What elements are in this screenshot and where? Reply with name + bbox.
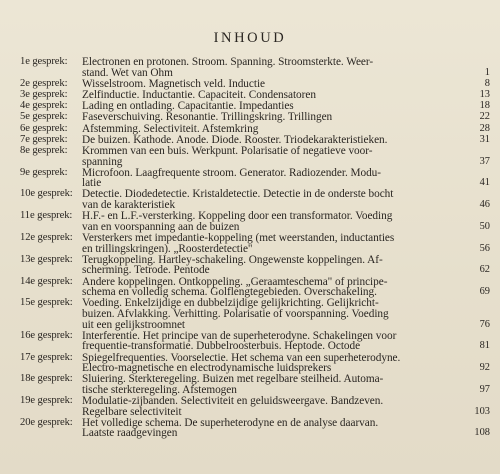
- toc-entry-label: 3e gesprek:: [20, 88, 68, 100]
- toc-entry-text: Electronen en protonen. Stroom. Spanning. Stroomsterkte. Weer- stand. Wet van Ohm: [82, 56, 374, 79]
- toc-entry-label: 19e gesprek:: [20, 395, 73, 407]
- toc-entry-label: 9e gesprek:: [20, 166, 68, 178]
- toc-entry-text: Faseverschuiving. Resonantie. Trillingskring. Trillingen: [82, 111, 333, 124]
- toc-entry-text: Modulatie-zijbanden. Selectiviteit en geluidsweergave. Bandzeven. Regelbare selectiviteit: [82, 395, 384, 418]
- toc-entry-label: 8e gesprek:: [20, 144, 68, 156]
- toc-entry-page-number: 50: [479, 220, 490, 232]
- toc-entry-2: [20, 79, 490, 90]
- toc-entry-page-number: 8: [484, 77, 490, 89]
- toc-entry-text: Andere koppelingen. Ontkoppeling. „Geraamteschema" of principe- schema en volledig schema. Golflengtegebieden. Overschakeling.: [82, 275, 388, 299]
- toc-entry-label: 1e gesprek:: [20, 56, 68, 67]
- toc-entry-19: [20, 396, 490, 417]
- toc-entry-text: Sluiering. Sterkteregeling. Buizen met regelbare steilheid. Automa- tische sterkteregeling. Afstemogen: [82, 373, 384, 396]
- toc-entry-label: 14e gesprek:: [20, 275, 73, 287]
- toc-entry-text: H.F.- en L.F.-versterking. Koppeling door een transformator. Voeding van en voorspanning aan de buizen: [82, 210, 393, 233]
- toc-entry-11: [20, 211, 490, 232]
- toc-entry-1: [20, 57, 490, 78]
- toc-entry-text: Het volledige schema. De superheterodyne en de analyse daarvan. Laatste raadgevingen: [82, 416, 379, 440]
- toc-entry-page-number: 1: [484, 66, 490, 78]
- toc-entry-text: Krommen van een buis. Werkpunt. Polarisatie of negatieve voor- spanning: [82, 144, 373, 168]
- toc-entry-page-number: 69: [479, 286, 490, 298]
- toc-entry-18: [20, 374, 490, 395]
- toc-entry-page-number: 76: [479, 318, 490, 330]
- toc-entry-15: [20, 298, 490, 330]
- toc-entry-text: Detectie. Diodedetectie. Kristaldetectie. Detectie in de onderste bocht van de karakteristiek: [82, 188, 394, 212]
- toc-entry-page-number: 46: [479, 199, 490, 211]
- toc-entry-text: Zelfinductie. Inductantie. Capaciteit. Condensatoren: [82, 88, 316, 101]
- toc-entry-page-number: 22: [479, 111, 490, 123]
- toc-entry-text: Interferentie. Het principe van de superheterodyne. Schakelingen voor frequentie-transformatie. Dubbelroosterbuis. Heptode. Octode: [82, 329, 397, 353]
- toc-entry-20: [20, 418, 490, 439]
- toc-entry-label: 6e gesprek:: [20, 122, 68, 134]
- toc-entry-text: Versterkers met impedantie-koppeling (met weerstanden, inductanties en trillingskringen). „Roosterdetectie": [82, 232, 395, 255]
- toc-entry-label: 10e gesprek:: [20, 188, 73, 200]
- table-of-contents: [20, 57, 490, 440]
- toc-entry-page-number: 13: [479, 88, 490, 100]
- toc-entry-17: [20, 353, 490, 374]
- toc-entry-label: 16e gesprek:: [20, 329, 73, 341]
- toc-entry-9: [20, 168, 490, 189]
- toc-entry-label: 15e gesprek:: [20, 297, 73, 309]
- toc-entry-7: [20, 135, 490, 146]
- toc-entry-label: 12e gesprek:: [20, 232, 73, 244]
- toc-entry-text: Terugkoppeling. Hartley-schakeling. Ongewenste koppelingen. Af- scherming. Tetrode. Pentode: [82, 253, 383, 277]
- toc-entry-page-number: 18: [479, 100, 490, 112]
- toc-entry-label: 17e gesprek:: [20, 351, 73, 363]
- toc-entry-8: [20, 146, 490, 167]
- toc-entry-page-number: 92: [479, 362, 490, 374]
- toc-entry-page-number: 62: [479, 264, 490, 276]
- toc-entry-page-number: 97: [479, 383, 490, 395]
- toc-entry-label: 2e gesprek:: [20, 77, 68, 89]
- toc-entry-label: 13e gesprek:: [20, 253, 73, 265]
- toc-entry-16: [20, 331, 490, 352]
- toc-entry-6: [20, 124, 490, 135]
- toc-entry-5: [20, 112, 490, 123]
- page-title: INHOUD: [213, 30, 287, 46]
- toc-entry-text: De buizen. Kathode. Anode. Diode. Rooster. Triodekarakteristieken.: [82, 133, 388, 146]
- toc-entry-13: [20, 255, 490, 276]
- toc-entry-page-number: 28: [479, 122, 490, 134]
- toc-entry-label: 5e gesprek:: [20, 111, 68, 123]
- toc-entry-page-number: 81: [479, 340, 490, 352]
- toc-entry-page-number: 108: [474, 427, 490, 439]
- toc-entry-text: Wisselstroom. Magnetisch veld. Inductie: [82, 77, 266, 90]
- toc-entry-page-number: 41: [479, 177, 490, 189]
- toc-entry-4: [20, 101, 490, 112]
- toc-entry-10: [20, 189, 490, 210]
- toc-entry-label: 18e gesprek:: [20, 373, 73, 385]
- toc-entry-text: Microfoon. Laagfrequente stroom. Generator. Radiozender. Modu- latie: [82, 166, 381, 190]
- toc-entry-page-number: 56: [479, 242, 490, 254]
- toc-entry-3: [20, 90, 490, 101]
- toc-entry-label: 4e gesprek:: [20, 100, 68, 112]
- toc-entry-page-number: 31: [479, 133, 490, 145]
- toc-entry-page-number: 37: [479, 155, 490, 167]
- toc-entry-text: Spiegelfrequenties. Voorselectie. Het schema van een superheterodyne. Electro-magnetische en electrodynamische luidsprekers: [82, 351, 401, 375]
- toc-entry-12: [20, 233, 490, 254]
- toc-entry-text: Lading en ontlading. Capacitantie. Impedanties: [82, 100, 294, 113]
- toc-entry-text: Voeding. Enkelzijdige en dubbelzijdige gelijkrichting. Gelijkricht- buizen. Afvlakking. Verhitting. Polarisatie of voorspanning. Voeding uit een gelijkstroomnet: [82, 297, 389, 331]
- toc-entry-14: [20, 277, 490, 298]
- toc-entry-label: 7e gesprek:: [20, 133, 68, 145]
- toc-entry-page-number: 103: [474, 405, 490, 417]
- toc-entry-text: Afstemming. Selectiviteit. Afstemkring: [82, 122, 259, 135]
- toc-entry-label: 11e gesprek:: [20, 210, 73, 222]
- toc-entry-label: 20e gesprek:: [20, 416, 73, 428]
